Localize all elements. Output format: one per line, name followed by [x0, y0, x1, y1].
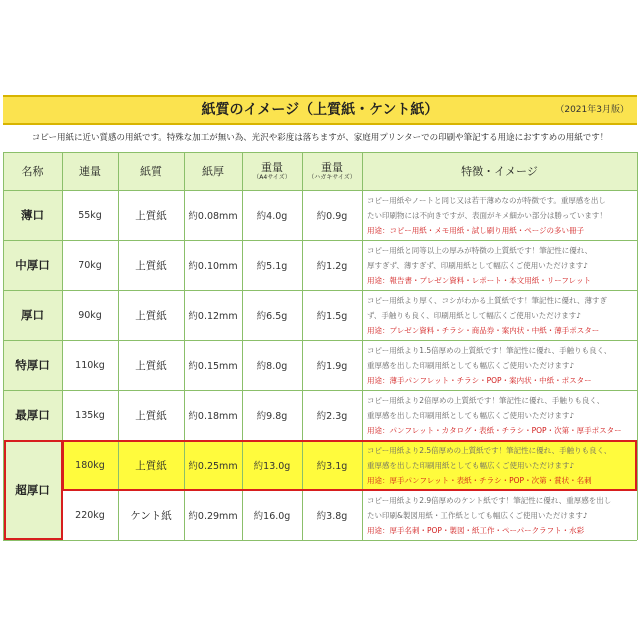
grid-line-horizontal: [3, 540, 637, 541]
column-header-label: 名称: [21, 165, 44, 178]
row-name: 厚口: [3, 290, 62, 340]
grid-line-horizontal: [3, 290, 637, 291]
feature-line: コピー用紙やノートと同じ又は若干薄めなのが特徴です。重厚感を出し: [367, 196, 606, 205]
column-header-weight: [62, 152, 118, 190]
usage-text: 用途：厚手名刺・POP・製図・紙工作・ペーパークラフト・水彩: [367, 526, 585, 535]
feature-line: たい印刷物には不向きですが、表面がキメ細かい部分は勝っています！: [367, 211, 607, 220]
row-name: 特厚口: [3, 340, 62, 390]
column-header-label: 紙厚: [202, 165, 224, 178]
cell-mass-postcard: 約0.9g: [316, 211, 348, 222]
cell-paper: 上質紙: [135, 409, 167, 422]
column-header-name: [3, 152, 62, 190]
edition-label: （2021年3月版）: [555, 105, 629, 115]
cell-mass-a4: 約4.0g: [256, 211, 288, 222]
cell-paper: ケント紙: [130, 509, 172, 522]
highlight-frame-group: [4, 440, 63, 540]
column-header-sublabel: （A4サイズ）: [253, 173, 291, 181]
usage-text: 用途：薄手パンフレット・チラシ・POP・案内状・中紙・ポスター: [367, 376, 592, 385]
column-header-label: 特徴・イメージ: [461, 165, 538, 178]
cell-weight: 70kg: [78, 259, 102, 271]
feature-cell: [362, 240, 637, 290]
feature-line: たい印刷&製図用紙・工作紙としても幅広くご使用いただけます♪: [367, 511, 588, 520]
cell-mass-a4: 約6.5g: [256, 311, 288, 322]
feature-cell: [362, 490, 637, 540]
feature-line: 重厚感を出した印刷用紙としても幅広くご使用いただけます♪: [367, 411, 575, 420]
cell-mass-a4: 約8.0g: [256, 361, 288, 372]
column-header-label: 紙質: [140, 165, 162, 178]
cell-weight: 180kg: [75, 459, 105, 471]
usage-text: 用途：厚手パンフレット・表紙・チラシ・POP・次第・賞状・名刺: [367, 476, 592, 485]
usage-text: 用途：パンフレット・カタログ・表紙・チラシ・POP・次第・厚手ポスター: [367, 426, 622, 435]
cell-thickness: 約0.10mm: [188, 261, 238, 272]
usage-text: 用途：コピー用紙・メモ用紙・試し刷り用紙・ページの多い冊子: [367, 226, 585, 235]
column-header-paper: [118, 152, 184, 190]
cell-weight: 110kg: [75, 359, 105, 371]
feature-line: 重厚感を出した印刷用紙としても幅広くご使用いただけます♪: [367, 361, 575, 370]
column-header-thickness: [184, 152, 242, 190]
cell-mass-postcard: 約2.3g: [316, 411, 348, 422]
feature-cell: [362, 390, 637, 440]
column-header-label: 重量: [261, 160, 283, 174]
feature-cell: [362, 190, 637, 240]
feature-cell: [362, 290, 637, 340]
cell-paper: 上質紙: [135, 359, 167, 372]
cell-thickness: 約0.12mm: [188, 311, 238, 322]
row-name: 薄口: [3, 190, 62, 240]
column-header-label: 重量: [321, 160, 343, 174]
cell-thickness: 約0.18mm: [188, 411, 238, 422]
cell-mass-postcard: 約3.1g: [316, 461, 348, 472]
feature-line: コピー用紙より2.9倍厚めのケント紙です！筆記性に優れ、重厚感を出し: [367, 496, 612, 505]
feature-cell: [362, 340, 637, 390]
usage-text: 用途：プレゼン資料・チラシ・商品券・案内状・中紙・薄手ポスター: [367, 326, 600, 335]
cell-mass-postcard: 約1.5g: [316, 311, 348, 322]
cell-mass-a4: 約9.8g: [256, 411, 288, 422]
cell-mass-postcard: 約1.2g: [316, 261, 348, 272]
page-title: 紙質のイメージ（上質紙・ケント紙）: [201, 102, 439, 118]
cell-mass-a4: 約13.0g: [253, 461, 291, 472]
grid-line-horizontal: [3, 152, 637, 153]
grid-line-horizontal: [3, 240, 637, 241]
usage-text: 用途：報告書・プレゼン資料・レポート・本文用紙・リーフレット: [367, 276, 591, 285]
row-name: 最厚口: [3, 390, 62, 440]
cell-mass-a4: 約16.0g: [253, 511, 291, 522]
cell-weight: 55kg: [78, 209, 102, 221]
cell-paper: 上質紙: [135, 209, 167, 222]
feature-line: 重厚感を出した印刷用紙としても幅広くご使用いただけます♪: [367, 461, 575, 470]
cell-weight: 135kg: [75, 409, 105, 421]
grid-line-vertical: [637, 152, 638, 540]
grid-line-horizontal: [3, 190, 637, 191]
highlight-frame-row: [62, 440, 637, 491]
cell-mass-a4: 約5.1g: [256, 261, 288, 272]
cell-thickness: 約0.25mm: [188, 461, 238, 472]
column-header-mass-postcard: [302, 152, 362, 190]
feature-line: 厚すぎず、薄すぎず、印刷用紙として幅広くご使用いただけます♪: [367, 261, 589, 270]
feature-line: コピー用紙と同等以上の厚みが特徴の上質紙です！筆記性に優れ、: [367, 246, 593, 255]
grid-line-horizontal: [3, 390, 637, 391]
grid-line-horizontal: [3, 340, 637, 341]
column-header-features: [362, 152, 637, 190]
cell-mass-postcard: 約1.9g: [316, 361, 348, 372]
cell-thickness: 約0.08mm: [188, 211, 238, 222]
column-header-label: 連量: [79, 165, 101, 178]
feature-line: コピー用紙より2.5倍厚めの上質紙です！筆記性に優れ、手触りも良く、: [367, 446, 612, 455]
column-header-mass-a4: [242, 152, 302, 190]
feature-line: ず、手触りも良く、印刷用紙として幅広くご使用いただけます♪: [367, 311, 582, 320]
cell-mass-postcard: 約3.8g: [316, 511, 348, 522]
feature-line: コピー用紙より厚く、コシがわかる上質紙です！筆記性に優れ、薄すぎ: [367, 296, 607, 305]
column-header-sublabel: （ハガキサイズ）: [308, 173, 356, 181]
cell-thickness: 約0.15mm: [188, 361, 238, 372]
cell-paper: 上質紙: [135, 309, 167, 322]
cell-paper: 上質紙: [135, 259, 167, 272]
cell-weight: 90kg: [78, 309, 102, 321]
feature-line: コピー用紙より1.5倍厚めの上質紙です！筆記性に優れ、手触りも良く、: [367, 346, 612, 355]
row-name: 超厚口: [3, 440, 62, 540]
row-name: 中厚口: [3, 240, 62, 290]
feature-line: コピー用紙より2倍厚めの上質紙です！筆記性に優れ、手触りも良く、: [367, 396, 605, 405]
cell-thickness: 約0.29mm: [188, 511, 238, 522]
cell-paper: 上質紙: [135, 459, 167, 472]
cell-weight: 220kg: [75, 509, 105, 521]
intro-text: コピー用紙に近い質感の用紙です。特殊な加工が無い為、光沢や彩度は落ちますが、家庭用プリンターでの印刷や筆記する用途におすすめの用紙です！: [31, 133, 609, 143]
